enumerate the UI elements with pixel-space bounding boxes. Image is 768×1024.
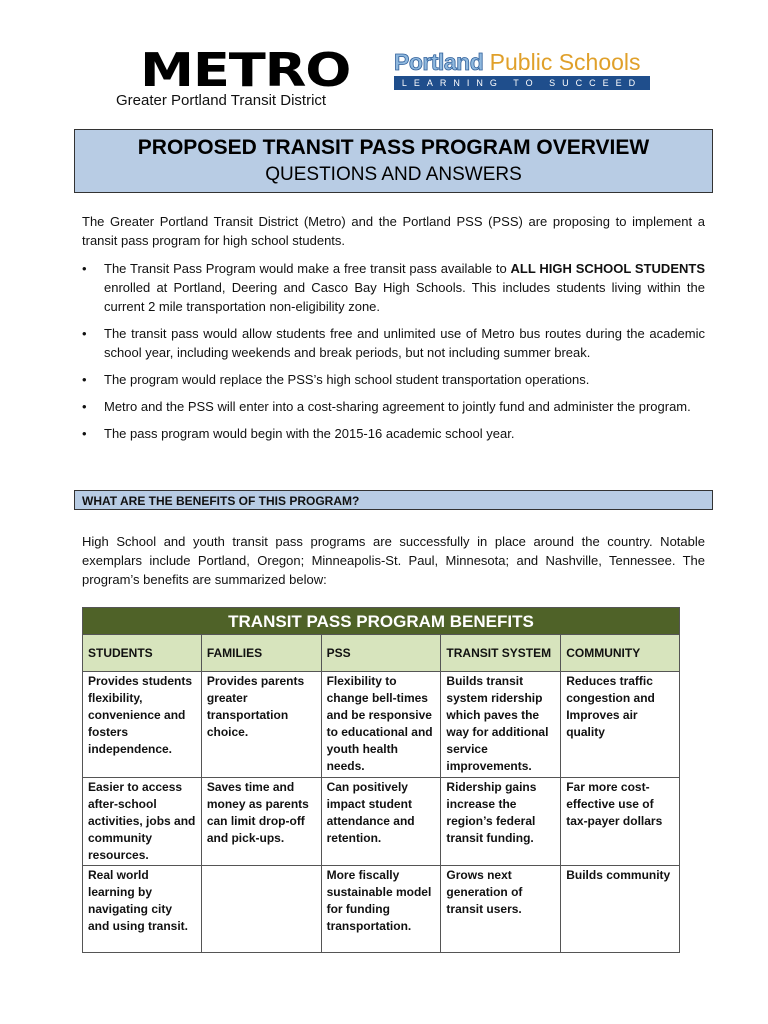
list-item [82,259,705,316]
table-cell: Provides parents greater transportation choice. [201,672,321,778]
table-cell: Builds community [561,866,680,953]
page-subtitle: QUESTIONS AND ANSWERS [265,164,522,185]
list-item [82,370,705,389]
table-cell: More fiscally sustainable model for funding transportation. [321,866,441,953]
column-header-families: FAMILIES [201,635,321,672]
pps-logo [394,50,650,90]
table-row [83,672,680,778]
bullet-text: Metro and the PSS will enter into a cost-sharing agreement to jointly fund and administer the program. [104,399,691,414]
bullet-text: The transit pass would allow students free and unlimited use of Metro bus routes during the academic school year, including weekends and break periods, but not including summer break. [104,326,705,360]
table-cell: Far more cost-effective use of tax-payer dollars [561,778,680,866]
list-item [82,324,705,362]
table-cell: Builds transit system ridership which paves the way for additional service improvements. [441,672,561,778]
page-title: PROPOSED TRANSIT PASS PROGRAM OVERVIEW [137,136,650,159]
column-header-students: STUDENTS [83,635,202,672]
table-cell: Flexibility to change bell-times and be responsive to educational and youth health needs. [321,672,441,778]
title-box [74,129,713,193]
section-heading-benefits: WHAT ARE THE BENEFITS OF THIS PROGRAM? [74,490,713,510]
metro-subtitle: Greater Portland Transit District [116,92,327,109]
bullet-text: The program would replace the PSS’s high school student transportation operations. [104,372,590,387]
list-item [82,424,705,443]
pps-logo-public-schools: Public Schools [483,49,641,75]
column-header-community: COMMUNITY [561,635,680,672]
program-bullet-list [82,259,705,451]
table-row [83,778,680,866]
benefits-table [82,607,680,953]
table-cell: Grows next generation of transit users. [441,866,561,953]
pps-logo-title [394,50,650,75]
table-cell: Provides students flexibility, convenience and fosters independence. [83,672,202,778]
table-cell: Can positively impact student attendance and retention. [321,778,441,866]
table-cell: Reduces traffic congestion and Improves air quality [561,672,680,778]
metro-logo [116,43,351,109]
table-row [83,866,680,953]
table-cell: Ridership gains increase the region’s federal transit funding. [441,778,561,866]
table-header-row [83,635,680,672]
bullet-text: The Transit Pass Program would make a free transit pass available to [104,261,511,276]
table-cell [201,866,321,953]
column-header-transit-system: TRANSIT SYSTEM [441,635,561,672]
bullet-marker: • [82,399,87,414]
metro-logo-wordmark: METRO [140,43,351,97]
bullet-marker: • [82,426,87,441]
intro-paragraph: The Greater Portland Transit District (Metro) and the Portland PSS (PSS) are proposing to implement a transit pass program for high school students. [82,214,705,248]
list-item [82,397,705,416]
table-cell: Easier to access after-school activities, jobs and community resources. [83,778,202,866]
bullet-marker: • [82,326,87,341]
bullet-emphasis: ALL HIGH SCHOOL STUDENTS [510,261,705,276]
table-cell: Real world learning by navigating city and using transit. [83,866,202,953]
bullet-marker: • [82,372,87,387]
column-header-pss: PSS [321,635,441,672]
bullet-marker: • [82,261,87,276]
bullet-text: enrolled at Portland, Deering and Casco Bay High Schools. This includes students living within the current 2 mile transportation non-eligibility zone. [104,280,705,314]
table-title: TRANSIT PASS PROGRAM BENEFITS [83,608,680,635]
table-cell: Saves time and money as parents can limit drop-off and pick-ups. [201,778,321,866]
pps-logo-portland: Portland [394,49,484,75]
pps-tagline: LEARNING TO SUCCEED [394,76,650,90]
bullet-text: The pass program would begin with the 2015-16 academic school year. [104,426,515,441]
benefits-paragraph: High School and youth transit pass programs are successfully in place around the country. Notable exemplars include Portland, Oregon; Minneapolis-St. Paul, Minnesota; and Nashville, Tennessee. The program’s benefits are summarized below: [82,534,705,587]
